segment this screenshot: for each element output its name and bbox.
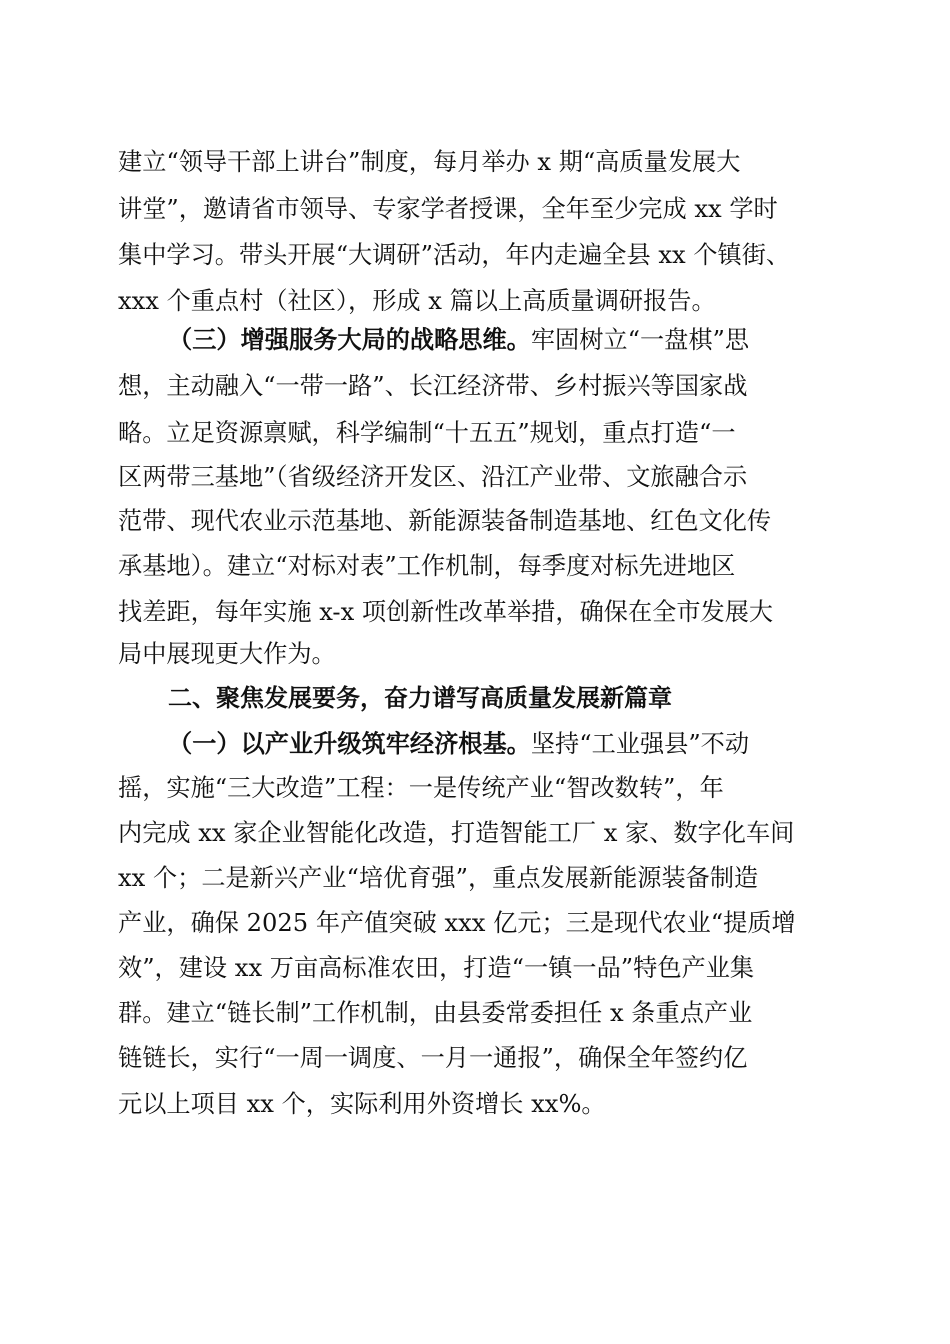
text-line: 找差距，每年实施 x-x 项创新性改革举措，确保在全市发展大: [118, 598, 774, 626]
text-line: xx 个；二是新兴产业“培优育强”，重点发展新能源装备制造: [118, 864, 759, 892]
text-line: 元以上项目 xx 个，实际利用外资增长 xx%。: [118, 1090, 606, 1118]
text-line: 产业，确保 2025 年产值突破 xxx 亿元；三是现代农业“提质增: [118, 909, 796, 937]
paragraph-text: 牢固树立“一盘棋”思: [530, 326, 750, 354]
text-line: 区两带三基地”（省级经济开发区、沿江产业带、文旅融合示: [118, 463, 748, 491]
text-line: 效”，建设 xx 万亩高标准农田，打造“一镇一品”特色产业集: [118, 954, 755, 982]
text-line: 局中展现更大作为。: [118, 640, 336, 668]
text-line: 范带、现代农业示范基地、新能源装备制造基地、红色文化传: [118, 507, 772, 535]
text-line: xxx 个重点村（社区），形成 x 篇以上高质量调研报告。: [118, 287, 716, 315]
text-line: 集中学习。带头开展“大调研”活动，年内走遍全县 xx 个镇街、: [118, 241, 791, 269]
section-heading: 二、聚焦发展要务，奋力谱写高质量发展新篇章: [168, 684, 672, 712]
text-line: 建立“领导干部上讲台”制度，每月举办 x 期“高质量发展大: [118, 148, 741, 176]
paragraph-text: 坚持“工业强县”不动: [530, 730, 750, 758]
paragraph-lead-heading: （三）增强服务大局的战略思维。: [168, 325, 531, 354]
text-line: 略。立足资源禀赋，科学编制“十五五”规划，重点打造“一: [118, 419, 736, 447]
text-line: 承基地）。建立“对标对表”工作机制，每季度对标先进地区: [118, 552, 736, 580]
text-line: 链链长，实行“一周一调度、一月一通报”，确保全年签约亿: [118, 1044, 748, 1072]
text-line: 群。建立“链长制”工作机制，由县委常委担任 x 条重点产业: [118, 999, 753, 1027]
paragraph-first-line: [168, 324, 749, 356]
text-line: 想，主动融入“一带一路”、长江经济带、乡村振兴等国家战: [118, 372, 748, 400]
text-line: 摇，实施“三大改造”工程：一是传统产业“智改数转”，年: [118, 774, 724, 802]
text-line: 内完成 xx 家企业智能化改造，打造智能工厂 x 家、数字化车间: [118, 819, 795, 847]
paragraph-first-line: [168, 728, 749, 760]
text-line: 讲堂”，邀请省市领导、专家学者授课，全年至少完成 xx 学时: [118, 195, 778, 223]
paragraph-lead-heading: （一）以产业升级筑牢经济根基。: [168, 729, 531, 758]
